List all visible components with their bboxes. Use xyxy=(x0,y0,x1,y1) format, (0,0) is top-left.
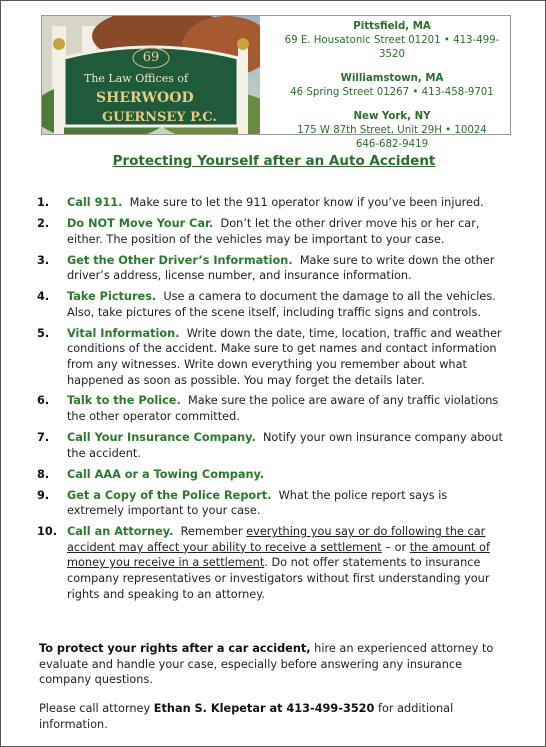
list-item xyxy=(37,326,507,388)
office-city: Williamstown, MA xyxy=(340,73,444,84)
office-address: 69 E. Housatonic Street 01201 • 413-499-3520 xyxy=(284,35,500,60)
item-number: 7. xyxy=(37,431,50,445)
item-text-post: . Do not offer statements to insurance company representatives or investigators without first understanding your rights and speaking to an attorney. xyxy=(67,556,490,601)
item-number: 1. xyxy=(37,196,50,209)
item-text: Make sure to write down the other driver’s address, license number, and insurance information. xyxy=(67,253,495,283)
list-item xyxy=(37,393,507,424)
office-city: New York, NY xyxy=(353,111,431,122)
list-item xyxy=(37,195,507,211)
item-title: Call Your Insurance Company. xyxy=(67,431,256,445)
contact-pre: Please call attorney xyxy=(39,702,151,715)
office-city: Pittsfield, MA xyxy=(353,21,431,32)
item-number: 9. xyxy=(37,488,50,502)
item-title: Take Pictures. xyxy=(67,290,157,304)
list-item xyxy=(37,216,507,247)
item-title: Call AAA or a Towing Company. xyxy=(67,467,265,481)
sign-number: 69 xyxy=(142,50,160,65)
office-new-york xyxy=(274,110,510,152)
item-title: Vital Information. xyxy=(67,326,180,340)
item-title: Do NOT Move Your Car. xyxy=(67,216,214,230)
closing-bold: To protect your rights after a car accident, xyxy=(39,642,311,655)
item-text-underlined: the amount of money you receive in a settlement xyxy=(67,540,490,570)
list-item xyxy=(37,524,507,602)
item-number: 2. xyxy=(37,216,50,230)
item-number: 6. xyxy=(37,394,50,408)
contact-paragraph xyxy=(39,701,509,732)
office-address: 46 Spring Street 01267 • 413-458-9701 xyxy=(290,87,494,98)
closing-text: hire an experienced attorney to evaluate and handle your case, especially before answering any insurance company questions. xyxy=(39,642,494,687)
item-title: Call 911. xyxy=(67,196,123,209)
item-text: What the police report says is extremely important to your case. xyxy=(67,488,448,518)
closing-paragraph xyxy=(39,641,509,688)
letterhead xyxy=(41,15,511,150)
contact-attorney: Ethan S. Klepetar at 413-499-3520 xyxy=(153,702,375,715)
list-item xyxy=(37,430,507,461)
item-number: 10. xyxy=(37,525,58,539)
item-title: Call an Attorney. xyxy=(67,525,174,539)
page-title: Protecting Yourself after an Auto Accident xyxy=(112,153,436,169)
item-text-pre: Remember xyxy=(180,525,243,539)
office-locations xyxy=(274,16,510,152)
list-item xyxy=(37,253,507,284)
list-item xyxy=(37,488,507,519)
item-text-mid: – or xyxy=(385,540,407,554)
item-text: Make sure the police are aware of any traffic violations the other operator committed. xyxy=(67,394,499,424)
contact-post: for additional information. xyxy=(39,702,454,731)
list-item xyxy=(37,289,507,320)
law-office-sign-photo xyxy=(42,16,260,134)
item-number: 8. xyxy=(37,467,50,481)
sign-line-1: The Law Offices of xyxy=(84,72,189,85)
item-text: Use a camera to document the damage to all the vehicles. Also, take pictures of the scene itself, including traffic signs and controls. xyxy=(67,290,496,319)
office-pittsfield xyxy=(274,20,510,62)
item-text: Don’t let the other driver move his or her car, either. The position of the vehicles may be important to your case. xyxy=(67,216,480,246)
item-title: Talk to the Police. xyxy=(67,394,181,408)
item-text-underlined: everything you say or do following the car accident may affect your ability to receive a settlement xyxy=(67,525,486,554)
item-title: Get a Copy of the Police Report. xyxy=(67,488,272,502)
item-number: 3. xyxy=(37,253,50,267)
sign-line-2: SHERWOOD xyxy=(96,90,194,106)
office-phone: 646-682-9419 xyxy=(355,139,429,150)
item-text: Make sure to let the 911 operator know if you’ve been injured. xyxy=(129,196,484,209)
item-text: Write down the date, time, location, traffic and weather conditions of the accident. Make sure to get names and contact information from any witnesses. Write down everything you remember about what happened as soon as possible. You may forget the details later. xyxy=(67,326,502,387)
steps-list xyxy=(37,195,507,608)
list-item xyxy=(37,467,507,483)
item-text: Notify your own insurance company about the accident. xyxy=(67,431,503,460)
office-address: 175 W 87th Street, Unit 29H • 10024 xyxy=(297,125,487,136)
item-number: 5. xyxy=(37,326,50,340)
item-title: Get the Other Driver’s Information. xyxy=(67,253,293,267)
office-williamstown xyxy=(274,72,510,100)
sign-line-3: GUERNSEY P.C. xyxy=(102,110,217,125)
item-number: 4. xyxy=(37,290,50,304)
